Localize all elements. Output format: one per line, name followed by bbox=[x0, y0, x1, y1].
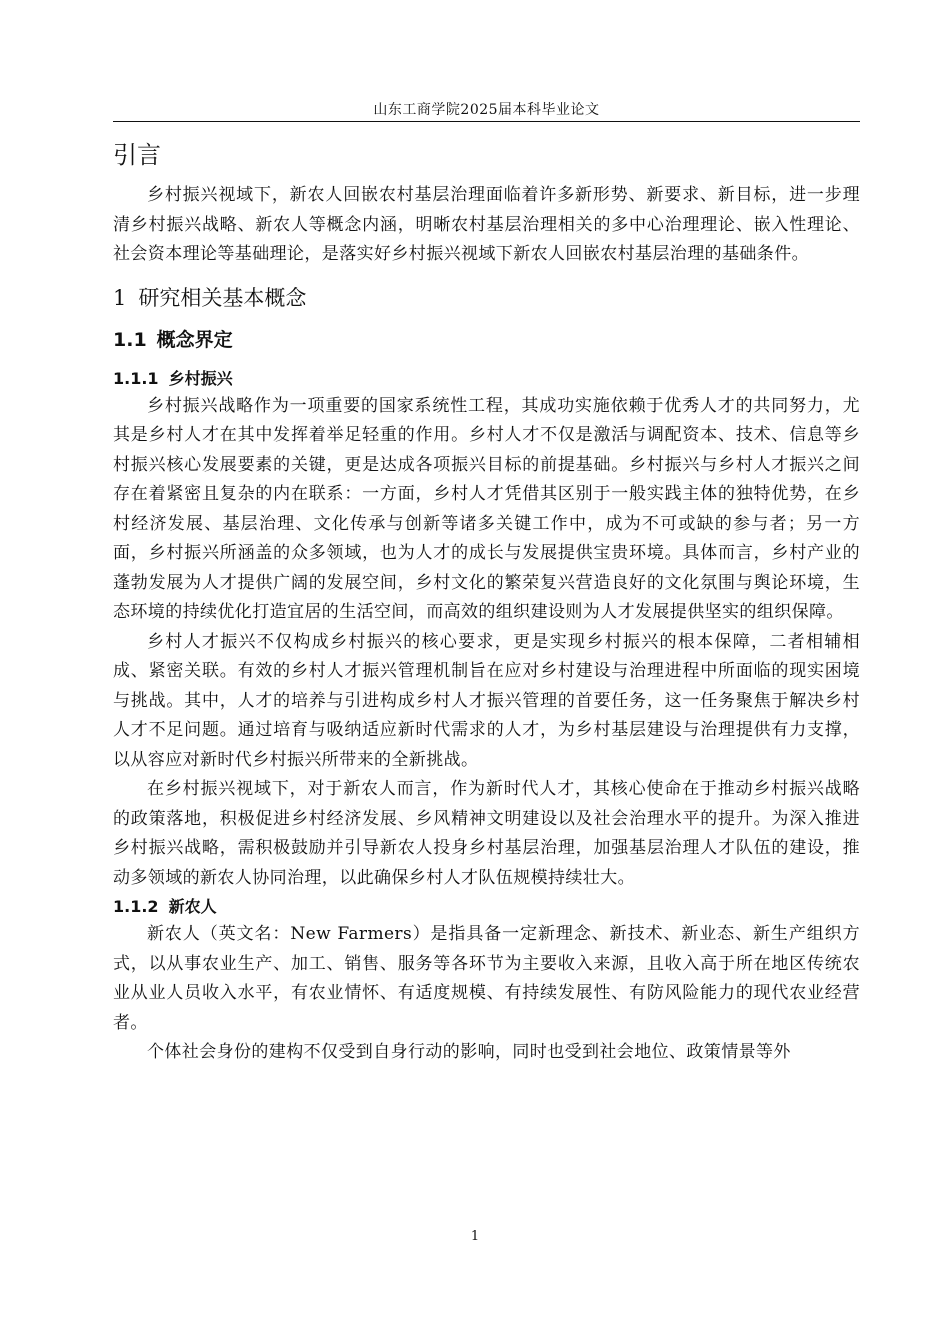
subsection-1-1-2-number: 1.1.2 bbox=[113, 897, 159, 916]
chapter-1-title: 研究相关基本概念 bbox=[138, 285, 307, 310]
body-paragraph: 乡村人才振兴不仅构成乡村振兴的核心要求，更是实现乡村振兴的根本保障，二者相辅相成、紧密关联。有效的乡村人才振兴管理机制旨在应对乡村建设与治理进程中所面临的现实困境与挑战。其中，人才的培养与引进构成乡村人才振兴管理的首要任务，这一任务聚焦于解决乡村人才不足问题。通过培育与吸纳适应新时代需求的人才，为乡村基层建设与治理提供有力支撑，以从容应对新时代乡村振兴所带来的全新挑战。 bbox=[113, 631, 860, 770]
running-header: 山东工商学院2025届本科毕业论文 bbox=[373, 102, 600, 118]
section-1-1-title: 概念界定 bbox=[156, 328, 233, 351]
subsection-1-1-2-title: 新农人 bbox=[168, 897, 217, 916]
section-1-1-heading bbox=[113, 325, 860, 355]
body-paragraph: 乡村振兴战略作为一项重要的国家系统性工程，其成功实施依赖于优秀人才的共同努力，尤其是乡村人才在其中发挥着举足轻重的作用。乡村人才不仅是激活与调配资本、技术、信息等乡村振兴核心发展要素的关键，更是达成各项振兴目标的前提基础。乡村振兴与乡村人才振兴之间存在着紧密且复杂的内在联系：一方面，乡村人才凭借其区别于一般实践主体的独特优势，在乡村经济发展、基层治理、文化传承与创新等诸多关键工作中，成为不可或缺的参与者；另一方面，乡村振兴所涵盖的众多领域，也为人才的成长与发展提供宝贵环境。具体而言，乡村产业的蓬勃发展为人才提供广阔的发展空间，乡村文化的繁荣复兴营造良好的文化氛围与舆论环境，生态环境的持续优化打造宜居的生活空间，而高效的组织建设则为人才发展提供坚实的组织保障。 bbox=[113, 395, 860, 622]
chapter-1-heading bbox=[113, 281, 860, 315]
body-paragraph: 个体社会身份的建构不仅受到自身行动的影响，同时也受到社会地位、政策情景等外 bbox=[147, 1042, 791, 1062]
subsection-1-1-1-number: 1.1.1 bbox=[113, 368, 159, 388]
intro-title: 引言 bbox=[113, 141, 161, 169]
subsection-1-1-1-heading bbox=[113, 365, 860, 392]
body-paragraph: 新农人（英文名：New Farmers）是指具备一定新理念、新技术、新业态、新生产组织方式，以从事农业生产、加工、销售、服务等各环节为主要收入来源，且收入高于所在地区传统农业从业人员收入水平，有农业情怀、有适度规模、有持续发展性、有防风险能力的现代农业经营者。 bbox=[113, 924, 860, 1033]
subsection-1-1-1-title: 乡村振兴 bbox=[168, 368, 233, 388]
page-body bbox=[113, 139, 860, 1068]
chapter-1-number: 1 bbox=[113, 285, 127, 310]
page-number: 1 bbox=[470, 1229, 480, 1244]
section-1-1-number: 1.1 bbox=[113, 328, 147, 351]
body-paragraph: 在乡村振兴视域下，对于新农人而言，作为新时代人才，其核心使命在于推动乡村振兴战略的政策落地，积极促进乡村经济发展、乡风精神文明建设以及社会治理水平的提升。为深入推进乡村振兴战略，需积极鼓励并引导新农人投身乡村基层治理，加强基层治理人才队伍的建设，推动多领域的新农人协同治理，以此确保乡村人才队伍规模持续壮大。 bbox=[113, 779, 860, 888]
header-divider bbox=[113, 121, 860, 122]
subsection-1-1-2-heading bbox=[113, 893, 860, 920]
intro-paragraph: 乡村振兴视域下，新农人回嵌农村基层治理面临着许多新形势、新要求、新目标，进一步理清乡村振兴战略、新农人等概念内涵，明晰农村基层治理相关的多中心治理理论、嵌入性理论、社会资本理论等基础理论，是落实好乡村振兴视域下新农人回嵌农村基层治理的基础条件。 bbox=[113, 185, 860, 264]
